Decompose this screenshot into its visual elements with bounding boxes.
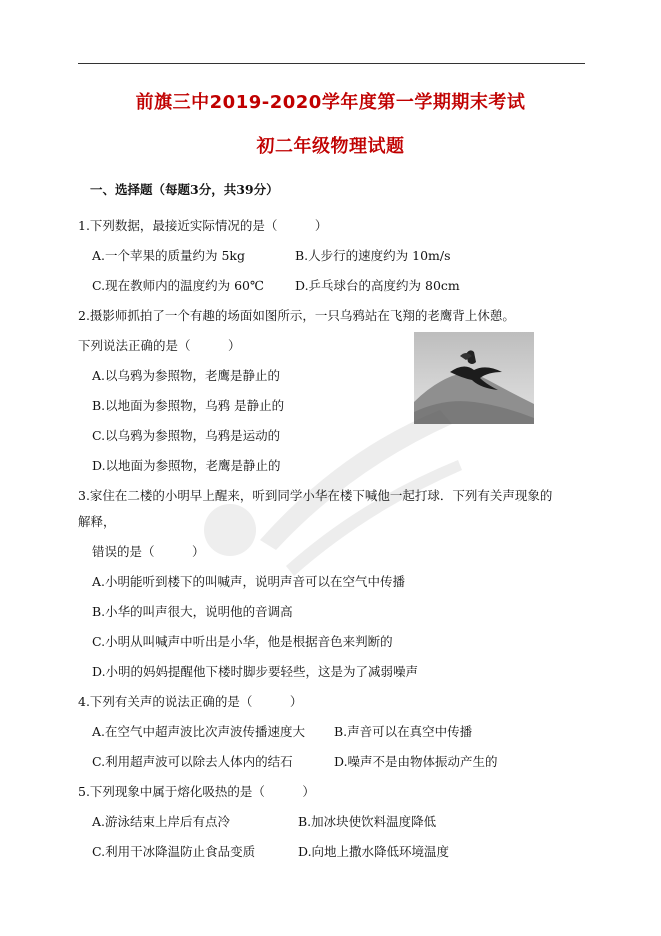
question-4-stem: 4.下列有关声的说法正确的是（ ） [78, 694, 303, 709]
question-1-option-b: B.人步行的速度约为 10m/s [295, 248, 451, 263]
question-5-option-d: D.向地上撒水降低环境温度 [298, 844, 450, 859]
question-4-option-d: D.噪声不是由物体振动产生的 [334, 754, 498, 769]
question-4-option-a: A.在空气中超声波比次声波传播速度大 [92, 724, 306, 739]
watermark-stroke [260, 410, 452, 550]
question-3-option-b: B.小华的叫声很大，说明他的音调高 [92, 604, 293, 619]
question-2-prompt: 下列说法正确的是（ ） [78, 338, 241, 353]
question-3-option-a: A.小明能听到楼下的叫喊声，说明声音可以在空气中传播 [92, 574, 406, 589]
watermark-stroke-2 [286, 460, 462, 576]
question-2-stem: 2.摄影师抓拍了一个有趣的场面如图所示，一只乌鸦站在飞翔的老鹰背上休憩。 [78, 308, 515, 323]
question-5-option-a: A.游泳结束上岸后有点冷 [92, 814, 231, 829]
question-4-option-b: B.声音可以在真空中传播 [334, 724, 473, 739]
question-2-option-d: D.以地面为参照物，老鹰是静止的 [92, 458, 281, 473]
question-5-stem: 5.下列现象中属于熔化吸热的是（ ） [78, 784, 315, 799]
question-5-option-c: C.利用干冰降温防止食品变质 [92, 844, 256, 859]
question-5-option-b: B.加冰块使饮料温度降低 [298, 814, 437, 829]
question-1-option-a: A.一个苹果的质量约为 5kg [92, 248, 246, 263]
section-heading: 一、选择题（每题3分，共39分） [90, 182, 279, 197]
header-rule [78, 63, 585, 64]
photo-drawing [414, 332, 534, 424]
question-1-option-d: D.乒乓球台的高度约为 80cm [295, 278, 460, 293]
question-1-stem: 1.下列数据，最接近实际情况的是（ ） [78, 218, 328, 233]
question-2-option-a: A.以乌鸦为参照物，老鹰是静止的 [92, 368, 281, 383]
question-2-option-b: B.以地面为参照物，乌鸦 是静止的 [92, 398, 285, 413]
question-1-option-c: C.现在教师内的温度约为 60℃ [92, 278, 264, 293]
question-4-option-c: C.利用超声波可以除去人体内的结石 [92, 754, 293, 769]
exam-subtitle: 初二年级物理试题 [256, 136, 405, 157]
watermark-mascot-icon [204, 504, 256, 556]
question-2-option-c: C.以乌鸦为参照物，乌鸦是运动的 [92, 428, 281, 443]
question-3-prompt: 错误的是（ ） [92, 544, 205, 559]
question-3-option-c: C.小明从叫喊声中听出是小华，他是根据音色来判断的 [92, 634, 393, 649]
question-3-stem: 3.家住在二楼的小明早上醒来，听到同学小华在楼下喊他一起打球．下列有关声现象的 [78, 488, 553, 503]
crow-on-eagle-photo [414, 332, 534, 424]
exam-title: 前旗三中2019-2020学年度第一学期期末考试 [135, 92, 526, 113]
question-3-stem-cont: 解释， [78, 514, 116, 529]
question-3-option-d: D.小明的妈妈提醒他下楼时脚步要轻些，这是为了减弱噪声 [92, 664, 419, 679]
